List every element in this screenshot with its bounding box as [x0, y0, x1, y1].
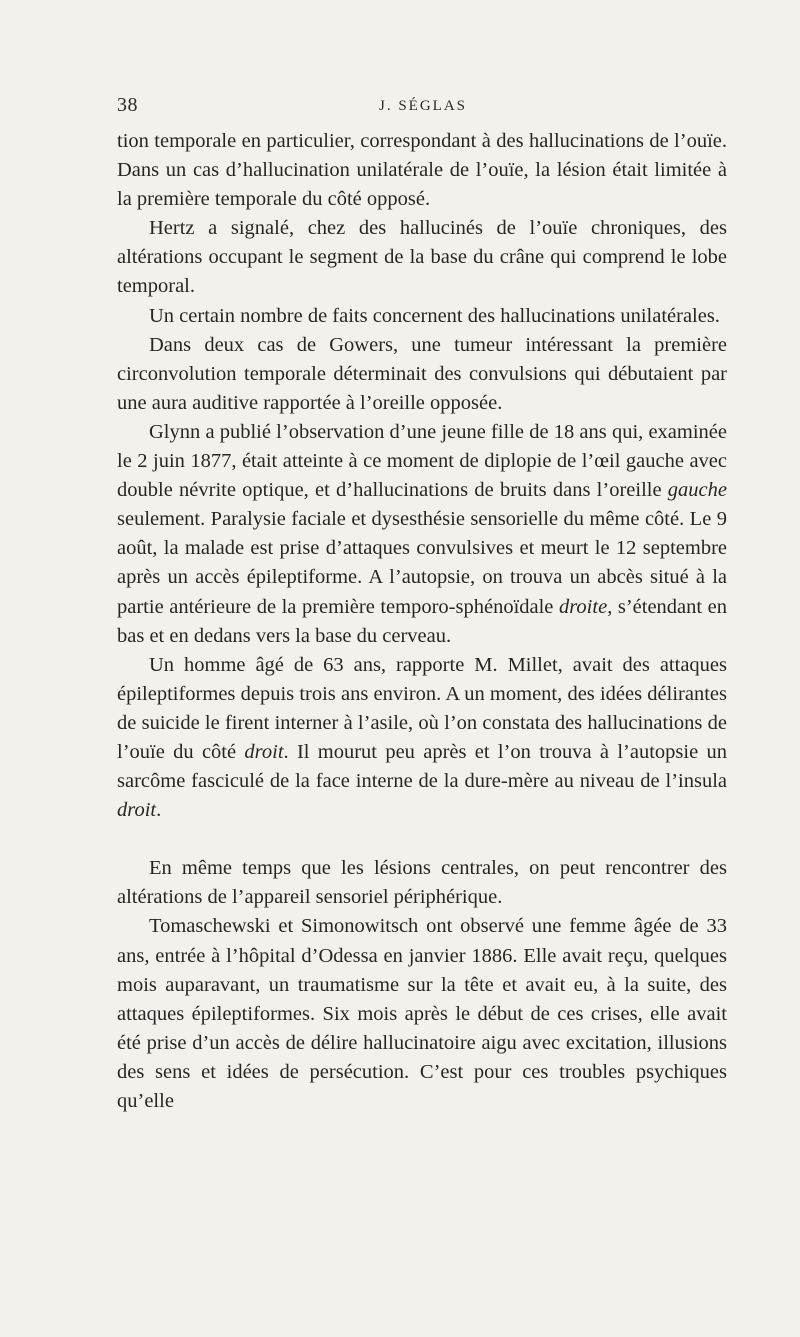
paragraph [117, 127, 727, 214]
page-number: 38 [117, 94, 138, 116]
paragraph-text: , s’étendant en bas et en dedans vers la base du cerveau. [117, 595, 728, 647]
paragraph [117, 214, 727, 301]
paragraph-text: Un homme âgé de 63 ans, rapporte M. Millet, avait des attaques épileptiformes depuis trois ans environ. A un moment, des idées délirantes de suicide le firent interner à l’asile, où l’on constata des hallucinations de l’ouïe du côté [117, 653, 727, 763]
page-header [117, 94, 727, 120]
paragraph-text: Dans deux cas de Gowers, une tumeur intéressant la première circonvolution temporale déterminait des convulsions qui débutaient par une aura auditive rapportée à l’oreille opposée. [117, 333, 727, 414]
running-head: J. SÉGLAS [379, 98, 468, 114]
paragraph-text: Tomaschewski et Simonowitsch ont observé une femme âgée de 33 ans, entrée à l’hôpital d’Odessa en janvier 1886. Elle avait reçu, quelques mois auparavant, un traumatisme sur la tête et avait eu, à la suite, des attaques épileptiformes. Six mois après le début de ces crises, elle avait été prise d’un accès de délire hallucinatoire aigu avec excitation, illusions des sens et idées de persécution. C’est pour ces troubles psychiques qu’elle [117, 915, 727, 1112]
paragraph [117, 331, 727, 418]
paragraph-text: En même temps que les lésions centrales, on peut rencontrer des altérations de l’appareil sensoriel périphérique. [117, 857, 727, 909]
paragraph [117, 912, 727, 1116]
italic-emphasis: droite [558, 595, 608, 618]
paragraph-text: Glynn a publié l’observation d’une jeune fille de 18 ans qui, examinée le 2 juin 1877, était atteinte à ce moment de diplopie de l’œil gauche avec double névrite optique, et d’hallucinations de bruits dans l’oreille [117, 420, 727, 502]
paragraph-text: Un certain nombre de faits concernent des hallucinations unilatérales. [149, 304, 720, 327]
italic-emphasis: droit [117, 799, 157, 822]
paragraph-text: tion temporale en particulier, correspondant à des hallucinations de l’ouïe. Dans un cas d’hallucination unilatérale de l’ouïe, la lésion était limitée à la première temporale du côté opposé. [117, 130, 727, 211]
italic-emphasis: gauche [667, 479, 727, 502]
paragraph [117, 418, 727, 651]
paragraph-text: seulement. Paralysie faciale et dysesthésie sensorielle du même côté. Le 9 août, la malade est prise d’attaques convulsives et meurt le 12 septembre après un accès épileptiforme. A l’autopsie, on trouva un abcès situé à la partie antérieure de la première temporo-sphénoïdale [117, 508, 727, 618]
paragraph [117, 302, 727, 331]
paragraph-text: Hertz a signalé, chez des hallucinés de l’ouïe chroniques, des altérations occupant le segment de la base du crâne qui comprend le lobe temporal. [117, 217, 727, 298]
paragraph-text: . [156, 799, 162, 822]
paragraph [117, 854, 727, 912]
body-text [117, 127, 727, 1116]
paragraph-text: . Il mourut peu après et l’on trouva à l’autopsie un sarcôme fasciculé de la face interne de la dure-mère au niveau de l’insula [117, 740, 727, 793]
italic-emphasis: droit [244, 740, 284, 763]
paragraph [117, 651, 727, 826]
